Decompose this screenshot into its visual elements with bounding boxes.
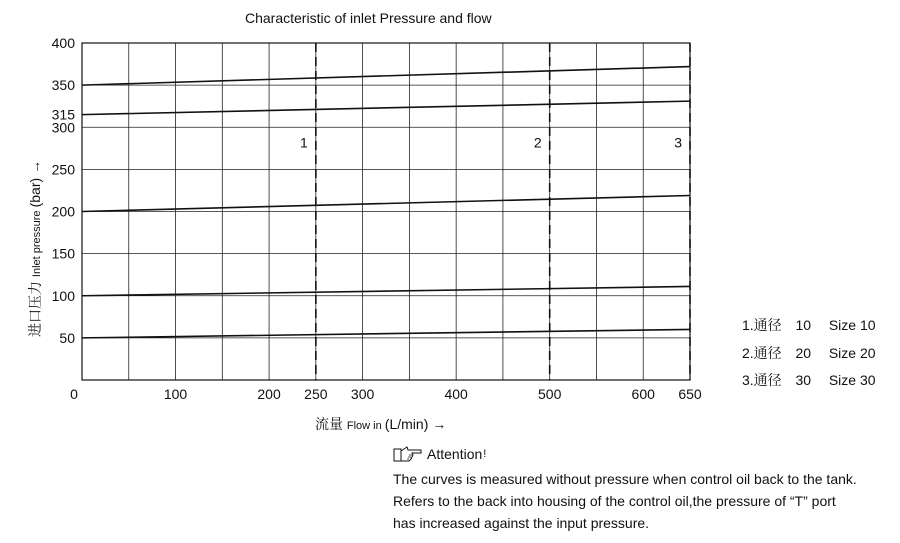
legend-diameter: 20 bbox=[795, 345, 812, 361]
y-tick-label: 100 bbox=[51, 287, 75, 304]
legend-number: 1.通径 bbox=[742, 317, 782, 333]
pressure-curve-4 bbox=[82, 286, 690, 295]
y-tick-label: 250 bbox=[51, 161, 75, 178]
legend-number: 2.通径 bbox=[742, 345, 782, 361]
legend-diameter: 30 bbox=[795, 372, 812, 388]
x-tick-label: 250 bbox=[304, 386, 328, 402]
y-tick-label: 300 bbox=[51, 119, 75, 136]
size-limit-label: 1 bbox=[300, 134, 308, 151]
legend-item-size-30 bbox=[742, 370, 876, 390]
legend-number: 3.通径 bbox=[742, 372, 782, 388]
x-tick-label: 400 bbox=[444, 386, 468, 402]
legend-item-size-20 bbox=[742, 343, 876, 363]
x-tick-label: 100 bbox=[163, 386, 188, 402]
note-line-2: Refers to the back into housing of the control oil,the pressure of “T” port bbox=[393, 493, 836, 509]
legend-diameter: 10 bbox=[795, 317, 812, 333]
x-tick-label: 300 bbox=[350, 386, 375, 402]
x-tick-label: 600 bbox=[631, 386, 655, 402]
x-tick-label: 0 bbox=[70, 386, 78, 402]
pressure-curve-1 bbox=[82, 67, 690, 86]
y-tick-label: 200 bbox=[51, 203, 75, 220]
x-tick-label: 200 bbox=[257, 386, 281, 402]
pressure-curve-2 bbox=[82, 101, 690, 114]
y-tick-label: 315 bbox=[51, 106, 75, 123]
y-axis-label: 进口压力 Inlet pressure (bar) → bbox=[27, 159, 43, 337]
pointing-hand-icon bbox=[393, 444, 423, 464]
chart-title: Characteristic of inlet Pressure and flow bbox=[245, 10, 492, 26]
note-line-1: The curves is measured without pressure when control oil back to the tank. bbox=[393, 471, 857, 487]
attention-heading bbox=[393, 444, 486, 464]
attention-mark: ! bbox=[483, 448, 487, 460]
legend-size: Size 30 bbox=[828, 372, 876, 388]
pressure-curve-3 bbox=[82, 195, 690, 211]
x-tick-label: 500 bbox=[538, 386, 562, 402]
x-axis-label: 流量 Flow in (L/min) → bbox=[315, 416, 447, 432]
size-limit-label: 2 bbox=[533, 134, 542, 151]
legend-size: Size 10 bbox=[828, 317, 876, 333]
legend-item-size-10 bbox=[742, 315, 876, 335]
y-tick-label: 50 bbox=[59, 329, 75, 346]
pressure-curve-5 bbox=[82, 329, 690, 337]
y-tick-label: 400 bbox=[51, 35, 75, 51]
size-limit-label: 3 bbox=[674, 134, 682, 151]
x-tick-label: 650 bbox=[678, 386, 702, 402]
y-tick-label: 350 bbox=[51, 77, 75, 94]
y-tick-label: 150 bbox=[51, 245, 75, 262]
attention-label: Attention bbox=[427, 446, 483, 462]
note-line-3: has increased against the input pressure. bbox=[393, 515, 650, 531]
legend-size: Size 20 bbox=[828, 345, 876, 361]
